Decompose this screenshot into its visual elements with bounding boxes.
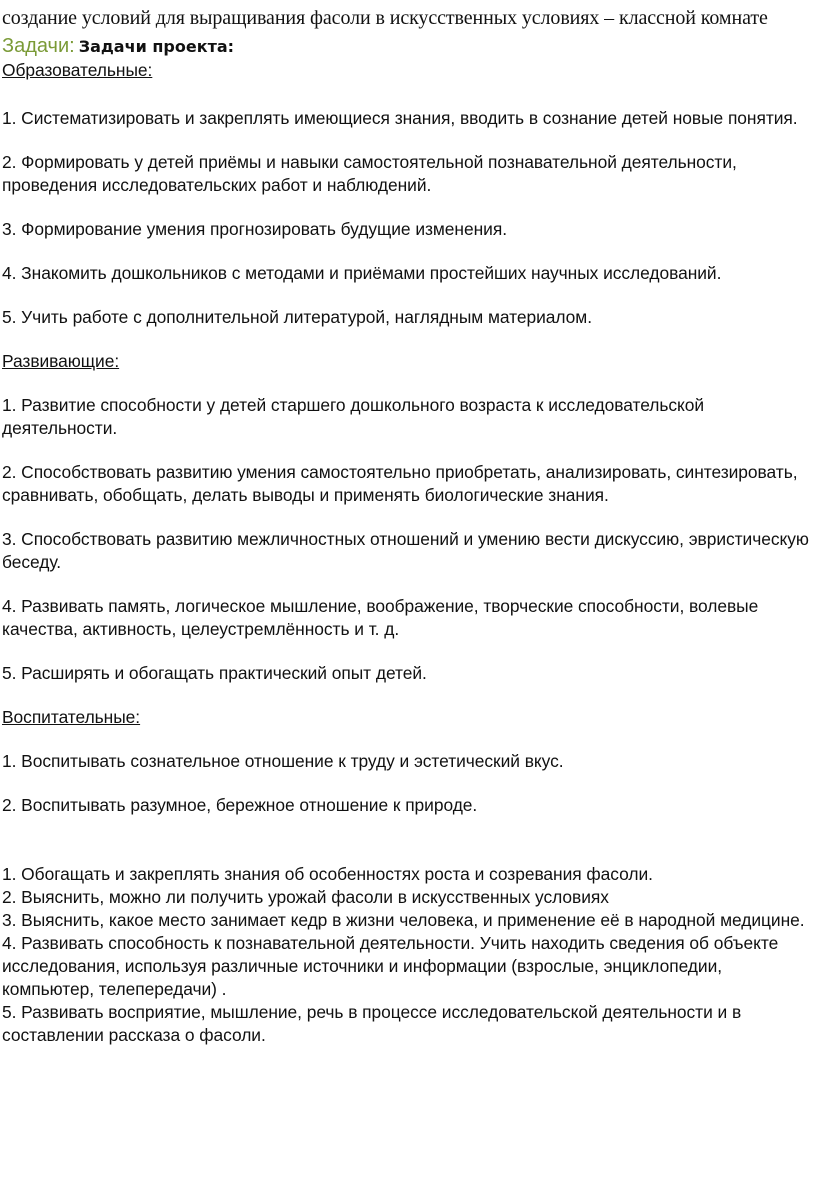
section-heading-educational: Образовательные: [2,60,153,80]
tasks-title [2,34,814,60]
list-item: 1. Систематизировать и закреплять имеющиеся знания, вводить в сознание детей новые понятия. [2,108,798,128]
list-item: 1. Обогащать и закреплять знания об особенностях роста и созревания фасоли. [2,864,653,884]
list-item: 2. Формировать у детей приёмы и навыки самостоятельной познавательной деятельности, проведения исследовательских работ и наблюдений. [2,152,737,195]
section-heading-upbringing: Воспитательные: [2,707,141,727]
list-item: 3. Способствовать развитию межличностных отношений и умению вести дискуссию, эвристическую беседу. [2,529,809,572]
list-item: 2. Выяснить, можно ли получить урожай фасоли в искусственных условиях [2,887,609,907]
list-item: 5. Учить работе с дополнительной литературой, наглядным материалом. [2,307,592,327]
intro-text: создание условий для выращивания фасоли в искусственных условиях – классной комнате [2,7,768,29]
list-item: 3. Выяснить, какое место занимает кедр в жизни человека, и применение её в народной медицине. [2,910,805,930]
list-item: 4. Развивать память, логическое мышление, воображение, творческие способности, волевые качества, активность, целеустремлённость и т. д. [2,596,759,639]
section-educational [2,59,814,329]
final-list [2,863,814,1047]
section-heading-developmental: Развивающие: [2,351,120,371]
list-item: 3. Формирование умения прогнозировать будущие изменения. [2,219,507,239]
list-item: 1. Развитие способности у детей старшего дошкольного возраста к исследовательской деятельности. [2,395,705,438]
list-item: 2. Способствовать развитию умения самостоятельно приобретать, анализировать, синтезировать, сравнивать, обобщать, делать выводы и применять биологические знания. [2,462,798,505]
tasks-title-bold: Задачи проекта: [78,37,235,56]
list-item: 4. Знакомить дошкольников с методами и приёмами простейших научных исследований. [2,263,722,283]
list-item: 1. Воспитывать сознательное отношение к труду и эстетический вкус. [2,751,564,771]
tasks-title-green: Задачи: [2,35,75,57]
section-upbringing [2,706,814,817]
list-item: 5. Развивать восприятие, мышление, речь в процессе исследовательской деятельности и в составлении рассказа о фасоли. [2,1002,742,1045]
list-item: 5. Расширять и обогащать практический опыт детей. [2,663,427,683]
list-item: 4. Развивать способность к познавательной деятельности. Учить находить сведения об объекте исследования, используя различные источники и информации (взрослые, энциклопедии, компьютер, телепередачи) . [2,933,779,999]
section-developmental [2,350,814,685]
list-item: 2. Воспитывать разумное, бережное отношение к природе. [2,795,478,815]
